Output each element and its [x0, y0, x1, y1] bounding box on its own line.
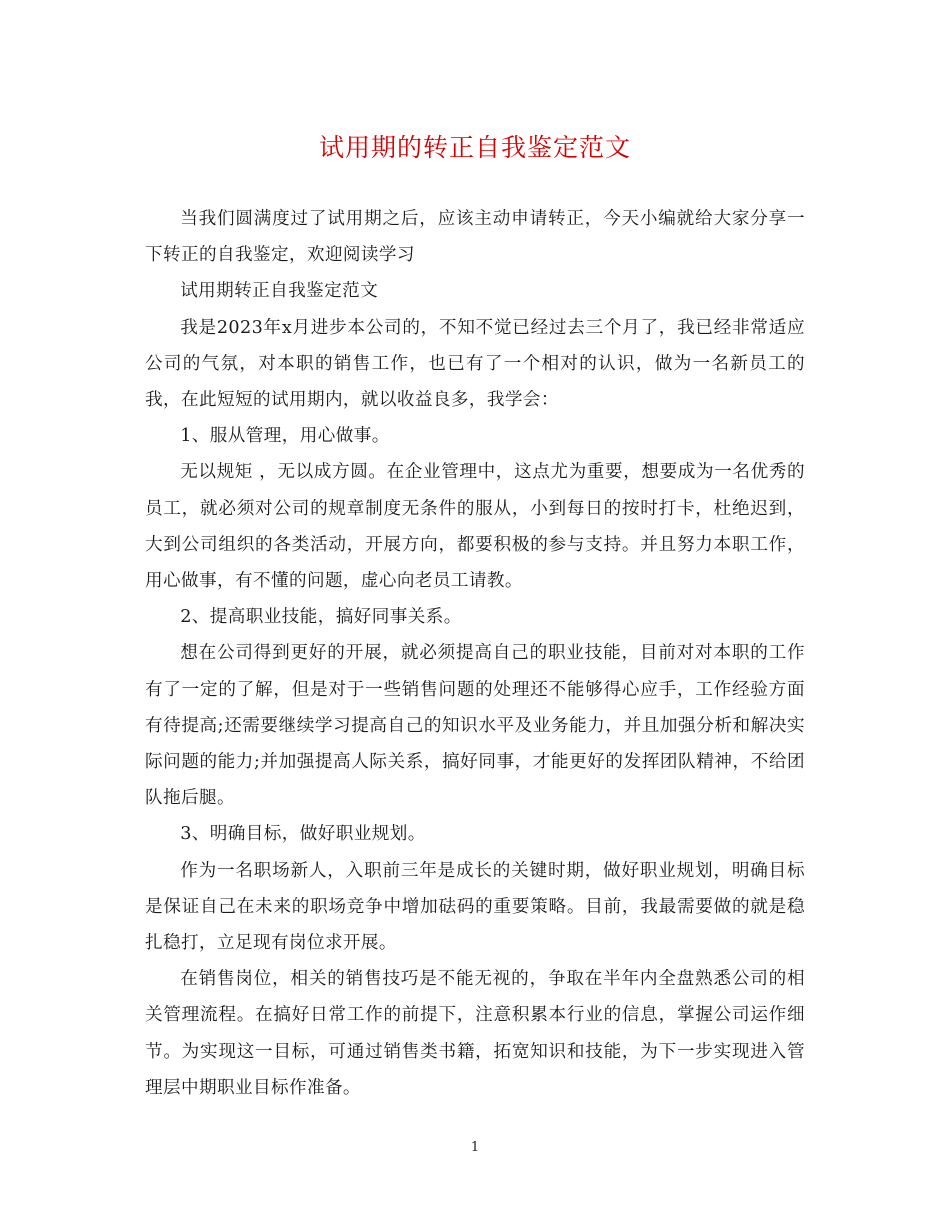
section-heading: 试用期转正自我鉴定范文: [180, 281, 379, 302]
body-paragraph: 作为一名职场新人，入职前三年是成长的关键时期，做好职业规划，明确目标是保证自己在未来的职场竞争中增加砝码的重要策略。目前，我最需要做的就是稳扎稳打，立足现有岗位求开展。: [145, 860, 805, 954]
intro-paragraph: 当我们圆满度过了试用期之后，应该主动申请转正，今天小编就给大家分享一下转正的自我鉴定，欢迎阅读学习: [145, 209, 805, 266]
page-number: 1: [470, 1140, 480, 1155]
point-heading-3: 3、明确目标，做好职业规划。: [180, 824, 426, 845]
point-heading-2: 2、提高职业技能，搞好同事关系。: [180, 607, 462, 628]
document-body: [145, 201, 805, 1106]
body-paragraph: 无以规矩 ，无以成方圆。在企业管理中，这点尤为重要，想要成为一名优秀的员工，就必须对公司的规章制度无条件的服从，小到每日的按时打卡，杜绝迟到，大到公司组织的各类活动，开展方向，都要积极的参与支持。并且努力本职工作，用心做事，有不懂的问题，虚心向老员工请教。: [145, 462, 805, 592]
body-paragraph: 我是2023年x月进步本公司的，不知不觉已经过去三个月了，我已经非常适应公司的气氛，对本职的销售工作，也已有了一个相对的认识，做为一名新员工的我，在此短短的试用期内，就以收益良多，我学会：: [145, 317, 805, 411]
body-paragraph: 在销售岗位，相关的销售技巧是不能无视的，争取在半年内全盘熟悉公司的相关管理流程。在搞好日常工作的前提下，注意积累本行业的信息，掌握公司运作细节。为实现这一目标，可通过销售类书籍，拓宽知识和技能，为下一步实现进入管理层中期职业目标作准备。: [145, 969, 805, 1098]
body-paragraph: 想在公司得到更好的开展，就必须提高自己的职业技能，目前对对本职的工作有了一定的了解，但是对于一些销售问题的处理还不能够得心应手，工作经验方面有待提高;还需要继续学习提高自己的知识水平及业务能力，并且加强分析和解决实际问题的能力;并加强提高人际关系，搞好同事，才能更好的发挥团队精神，不给团队拖后腿。: [145, 643, 805, 809]
point-heading-1: 1、服从管理，用心做事。: [180, 426, 390, 447]
document-title: 试用期的转正自我鉴定范文: [318, 133, 631, 162]
